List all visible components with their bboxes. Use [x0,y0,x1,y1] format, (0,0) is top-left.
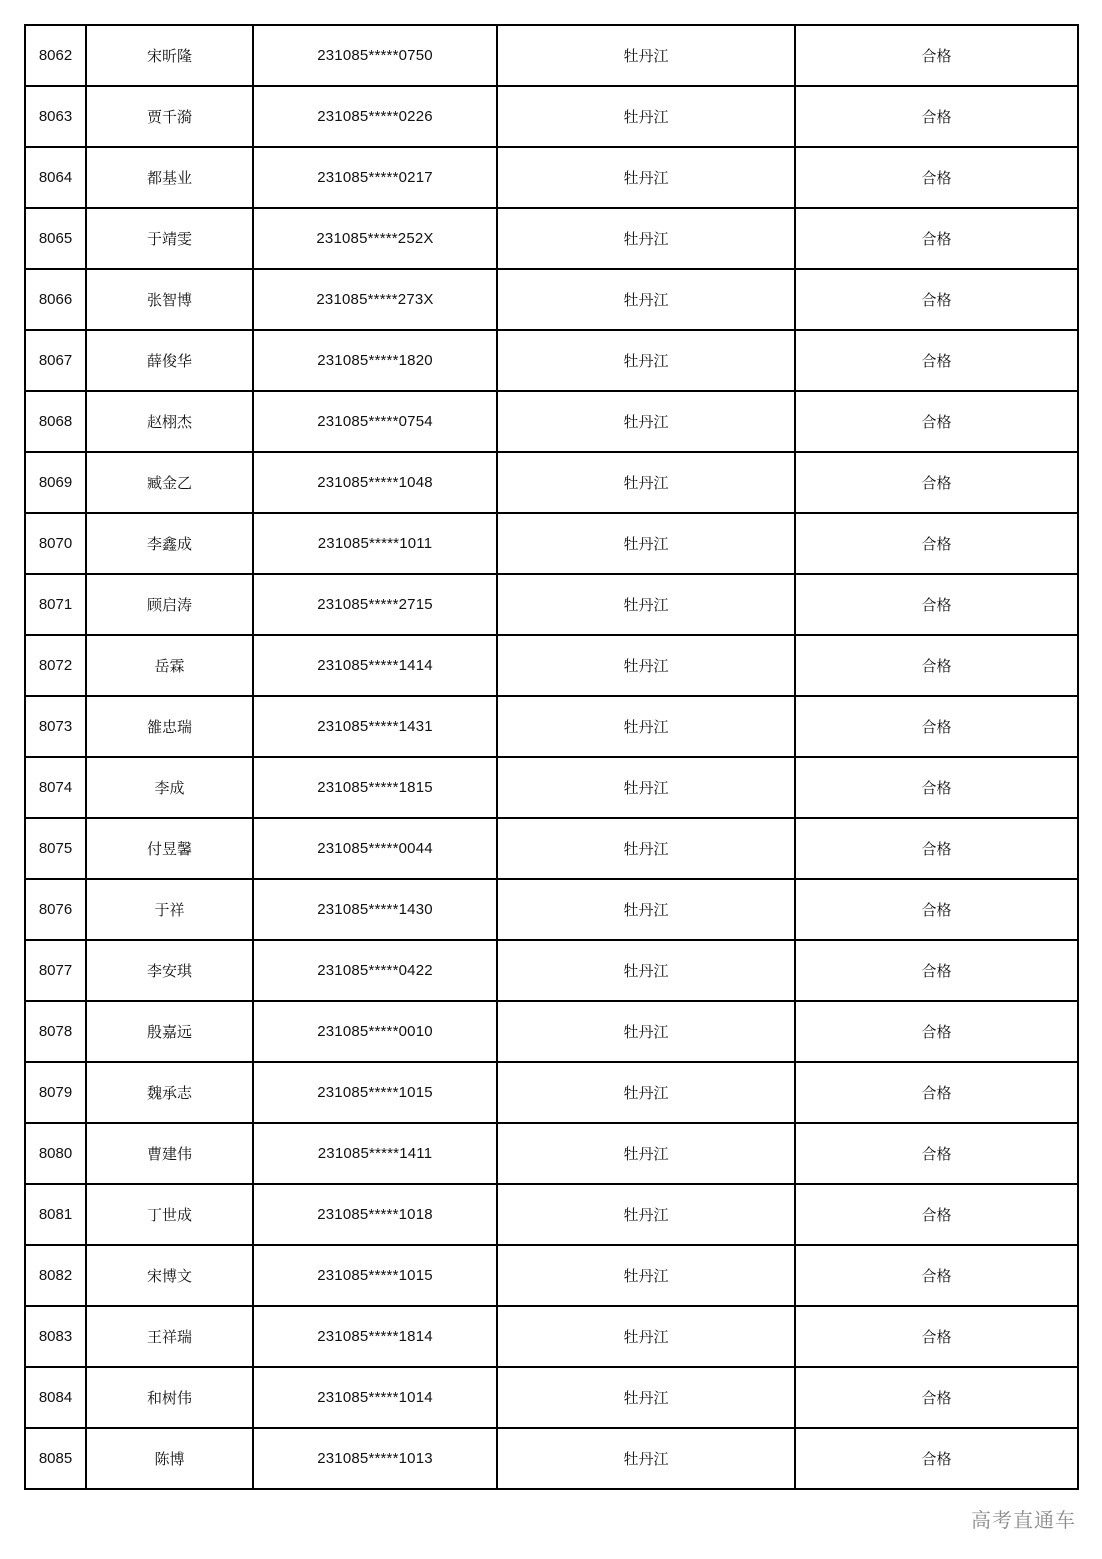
table-row [25,940,1078,1001]
roster-table-body [25,25,1078,1489]
cell-id-number: 231085*****1814 [253,1306,497,1367]
cell-city: 牡丹江 [497,452,795,513]
cell-sequence-number: 8083 [25,1306,86,1367]
table-row [25,635,1078,696]
cell-sequence-number: 8073 [25,696,86,757]
cell-candidate-name: 薛俊华 [86,330,253,391]
cell-result: 合格 [795,1062,1078,1123]
cell-result: 合格 [795,452,1078,513]
cell-city: 牡丹江 [497,757,795,818]
table-row [25,818,1078,879]
cell-sequence-number: 8071 [25,574,86,635]
cell-result: 合格 [795,147,1078,208]
table-row [25,1001,1078,1062]
table-row [25,879,1078,940]
cell-result: 合格 [795,1001,1078,1062]
cell-id-number: 231085*****1014 [253,1367,497,1428]
cell-candidate-name: 付昱馨 [86,818,253,879]
cell-city: 牡丹江 [497,1062,795,1123]
table-row [25,391,1078,452]
cell-candidate-name: 赵栩杰 [86,391,253,452]
cell-id-number: 231085*****0226 [253,86,497,147]
cell-sequence-number: 8064 [25,147,86,208]
cell-id-number: 231085*****1048 [253,452,497,513]
cell-result: 合格 [795,1184,1078,1245]
cell-result: 合格 [795,635,1078,696]
cell-result: 合格 [795,696,1078,757]
table-row [25,86,1078,147]
table-row [25,208,1078,269]
cell-candidate-name: 雒忠瑞 [86,696,253,757]
cell-id-number: 231085*****1411 [253,1123,497,1184]
table-row [25,1245,1078,1306]
roster-sheet [24,24,1077,1490]
cell-sequence-number: 8085 [25,1428,86,1489]
cell-sequence-number: 8075 [25,818,86,879]
cell-city: 牡丹江 [497,818,795,879]
cell-sequence-number: 8065 [25,208,86,269]
cell-city: 牡丹江 [497,391,795,452]
cell-candidate-name: 岳霖 [86,635,253,696]
cell-sequence-number: 8081 [25,1184,86,1245]
cell-id-number: 231085*****1013 [253,1428,497,1489]
cell-sequence-number: 8068 [25,391,86,452]
cell-result: 合格 [795,25,1078,86]
cell-sequence-number: 8067 [25,330,86,391]
cell-city: 牡丹江 [497,513,795,574]
cell-city: 牡丹江 [497,1367,795,1428]
roster-table [24,24,1079,1490]
cell-id-number: 231085*****1011 [253,513,497,574]
cell-city: 牡丹江 [497,86,795,147]
cell-result: 合格 [795,391,1078,452]
cell-city: 牡丹江 [497,1428,795,1489]
cell-candidate-name: 陈博 [86,1428,253,1489]
cell-city: 牡丹江 [497,1306,795,1367]
table-row [25,269,1078,330]
cell-candidate-name: 和树伟 [86,1367,253,1428]
cell-result: 合格 [795,269,1078,330]
table-row [25,25,1078,86]
table-row [25,574,1078,635]
cell-id-number: 231085*****0422 [253,940,497,1001]
cell-city: 牡丹江 [497,574,795,635]
cell-result: 合格 [795,208,1078,269]
cell-sequence-number: 8070 [25,513,86,574]
cell-sequence-number: 8072 [25,635,86,696]
cell-candidate-name: 贾千漪 [86,86,253,147]
watermark-text: 高考直通车 [971,1508,1076,1532]
cell-result: 合格 [795,818,1078,879]
cell-candidate-name: 丁世成 [86,1184,253,1245]
cell-result: 合格 [795,1306,1078,1367]
cell-sequence-number: 8069 [25,452,86,513]
cell-sequence-number: 8074 [25,757,86,818]
cell-sequence-number: 8082 [25,1245,86,1306]
cell-candidate-name: 臧金乙 [86,452,253,513]
cell-city: 牡丹江 [497,269,795,330]
cell-candidate-name: 殷嘉远 [86,1001,253,1062]
cell-candidate-name: 王祥瑞 [86,1306,253,1367]
table-row [25,452,1078,513]
cell-candidate-name: 顾启涛 [86,574,253,635]
cell-candidate-name: 曹建伟 [86,1123,253,1184]
cell-result: 合格 [795,1428,1078,1489]
cell-result: 合格 [795,940,1078,1001]
cell-candidate-name: 魏承志 [86,1062,253,1123]
cell-result: 合格 [795,1123,1078,1184]
cell-candidate-name: 李鑫成 [86,513,253,574]
cell-sequence-number: 8062 [25,25,86,86]
table-row [25,1062,1078,1123]
cell-city: 牡丹江 [497,696,795,757]
cell-candidate-name: 李成 [86,757,253,818]
cell-id-number: 231085*****1015 [253,1245,497,1306]
cell-candidate-name: 李安琪 [86,940,253,1001]
cell-id-number: 231085*****1431 [253,696,497,757]
cell-result: 合格 [795,1245,1078,1306]
cell-city: 牡丹江 [497,635,795,696]
cell-sequence-number: 8066 [25,269,86,330]
cell-sequence-number: 8084 [25,1367,86,1428]
cell-id-number: 231085*****0750 [253,25,497,86]
cell-candidate-name: 宋博文 [86,1245,253,1306]
cell-city: 牡丹江 [497,330,795,391]
cell-id-number: 231085*****1414 [253,635,497,696]
cell-id-number: 231085*****1018 [253,1184,497,1245]
cell-id-number: 231085*****0217 [253,147,497,208]
table-row [25,147,1078,208]
table-row [25,1184,1078,1245]
cell-sequence-number: 8076 [25,879,86,940]
cell-result: 合格 [795,757,1078,818]
cell-candidate-name: 都基业 [86,147,253,208]
cell-result: 合格 [795,513,1078,574]
cell-sequence-number: 8078 [25,1001,86,1062]
cell-sequence-number: 8079 [25,1062,86,1123]
cell-sequence-number: 8077 [25,940,86,1001]
cell-result: 合格 [795,86,1078,147]
cell-id-number: 231085*****1430 [253,879,497,940]
cell-city: 牡丹江 [497,1245,795,1306]
cell-city: 牡丹江 [497,25,795,86]
cell-candidate-name: 张智博 [86,269,253,330]
cell-id-number: 231085*****0044 [253,818,497,879]
table-row [25,1367,1078,1428]
cell-sequence-number: 8080 [25,1123,86,1184]
cell-result: 合格 [795,574,1078,635]
cell-id-number: 231085*****252X [253,208,497,269]
table-row [25,330,1078,391]
cell-city: 牡丹江 [497,147,795,208]
cell-city: 牡丹江 [497,879,795,940]
cell-city: 牡丹江 [497,1001,795,1062]
cell-city: 牡丹江 [497,208,795,269]
cell-id-number: 231085*****1815 [253,757,497,818]
table-row [25,1306,1078,1367]
cell-id-number: 231085*****0010 [253,1001,497,1062]
cell-id-number: 231085*****0754 [253,391,497,452]
cell-id-number: 231085*****273X [253,269,497,330]
cell-city: 牡丹江 [497,940,795,1001]
cell-id-number: 231085*****2715 [253,574,497,635]
table-row [25,757,1078,818]
cell-candidate-name: 于靖雯 [86,208,253,269]
cell-city: 牡丹江 [497,1184,795,1245]
cell-id-number: 231085*****1015 [253,1062,497,1123]
cell-result: 合格 [795,1367,1078,1428]
cell-result: 合格 [795,879,1078,940]
cell-candidate-name: 于祥 [86,879,253,940]
cell-result: 合格 [795,330,1078,391]
table-row [25,513,1078,574]
cell-candidate-name: 宋昕隆 [86,25,253,86]
table-row [25,1123,1078,1184]
cell-city: 牡丹江 [497,1123,795,1184]
table-row [25,1428,1078,1489]
cell-id-number: 231085*****1820 [253,330,497,391]
cell-sequence-number: 8063 [25,86,86,147]
table-row [25,696,1078,757]
